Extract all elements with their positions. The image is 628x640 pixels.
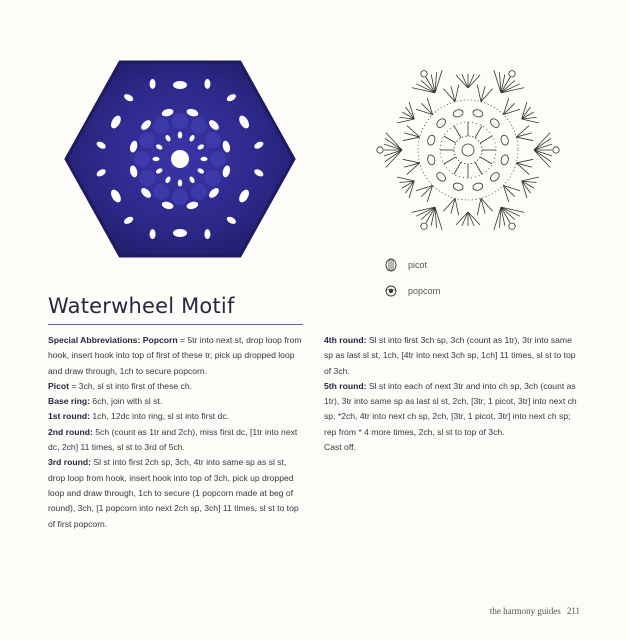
instructions-left-column: [48, 333, 302, 532]
instruction-left-3: [48, 409, 302, 424]
legend-popcorn: [384, 284, 441, 298]
motif-photo: [62, 56, 298, 262]
instruction-heading: Base ring:: [48, 396, 91, 407]
instruction-text: Cast off.: [324, 442, 356, 453]
instruction-text: Sl st into first 3ch sp, 3ch (count as 1tr), 3tr into same sp as last sl st, 1ch, [4tr into next 3ch sp, 1ch] 11 times, sl st to top of 3ch.: [324, 335, 576, 376]
instruction-left-2: [48, 394, 302, 409]
popcorn-icon: [384, 284, 398, 298]
instructions-right-column: [324, 333, 582, 455]
instruction-text: = 3ch, sl st into first of these ch.: [69, 380, 193, 391]
instruction-heading: 5th round:: [324, 380, 367, 391]
instruction-text: Sl st into each of next 3tr and into ch sp, 3ch (count as 1tr), 3tr into same sp as last sl st, 2ch, [3tr, 1 picot, 3tr] into next ch sp, *2ch, 4tr into next ch sp, 2ch, [3tr, 1 picot, 3tr] into next ch sp; rep from * 4 more times, 2ch, sl st to top of 3ch.: [324, 380, 577, 437]
instruction-heading: 1st round:: [48, 411, 91, 422]
instruction-heading: Special Abbreviations: Popcorn: [48, 335, 178, 345]
instruction-heading: 2nd round:: [48, 426, 93, 437]
crochet-chart-diagram: [368, 58, 568, 242]
book-name: the harmony guides: [489, 606, 561, 616]
instruction-left-1: [48, 379, 302, 394]
title-rule: [48, 324, 303, 325]
instruction-text: = 5tr into next st, drop loop from hook, insert hook into top of first of these tr, pick up dropped loop and draw through, 1ch to secure popcorn.: [48, 335, 302, 376]
instruction-text: Sl st into first 2ch sp, 3ch, 4tr into same sp as sl st, drop loop from hook, insert hook into top of 3ch, pick up dropped loop and draw through, 1ch to secure (1 popcorn made at beg of round), 3ch, [1 popcorn into next 2ch sp, 3ch] 11 times, sl st to top of first popcorn.: [48, 457, 299, 529]
legend-picot: [384, 258, 427, 272]
instruction-right-2: [324, 440, 582, 455]
instruction-heading: 3rd round:: [48, 457, 91, 468]
instruction-heading: Picot: [48, 380, 70, 391]
legend-label-popcorn: popcorn: [408, 286, 441, 296]
instruction-left-0: [48, 333, 302, 379]
instruction-right-1: [324, 379, 582, 440]
instruction-text: 5ch (count as 1tr and 2ch), miss first dc, [1tr into next dc, 2ch] 11 times, sl st to 3rd of 5ch.: [48, 426, 298, 453]
page-number: 211: [566, 606, 580, 616]
legend-label-picot: picot: [408, 260, 428, 270]
instruction-text: 6ch, join with sl st.: [90, 396, 163, 407]
page-footer: [490, 606, 580, 616]
picot-icon: [384, 258, 398, 272]
instruction-text: 1ch, 12dc into ring, sl st into first dc.: [90, 411, 230, 422]
instruction-left-5: [48, 455, 302, 531]
instruction-right-0: [324, 333, 582, 379]
instruction-heading: 4th round:: [324, 335, 367, 345]
instruction-left-4: [48, 425, 302, 456]
page-title: Waterwheel Motif: [48, 294, 235, 318]
